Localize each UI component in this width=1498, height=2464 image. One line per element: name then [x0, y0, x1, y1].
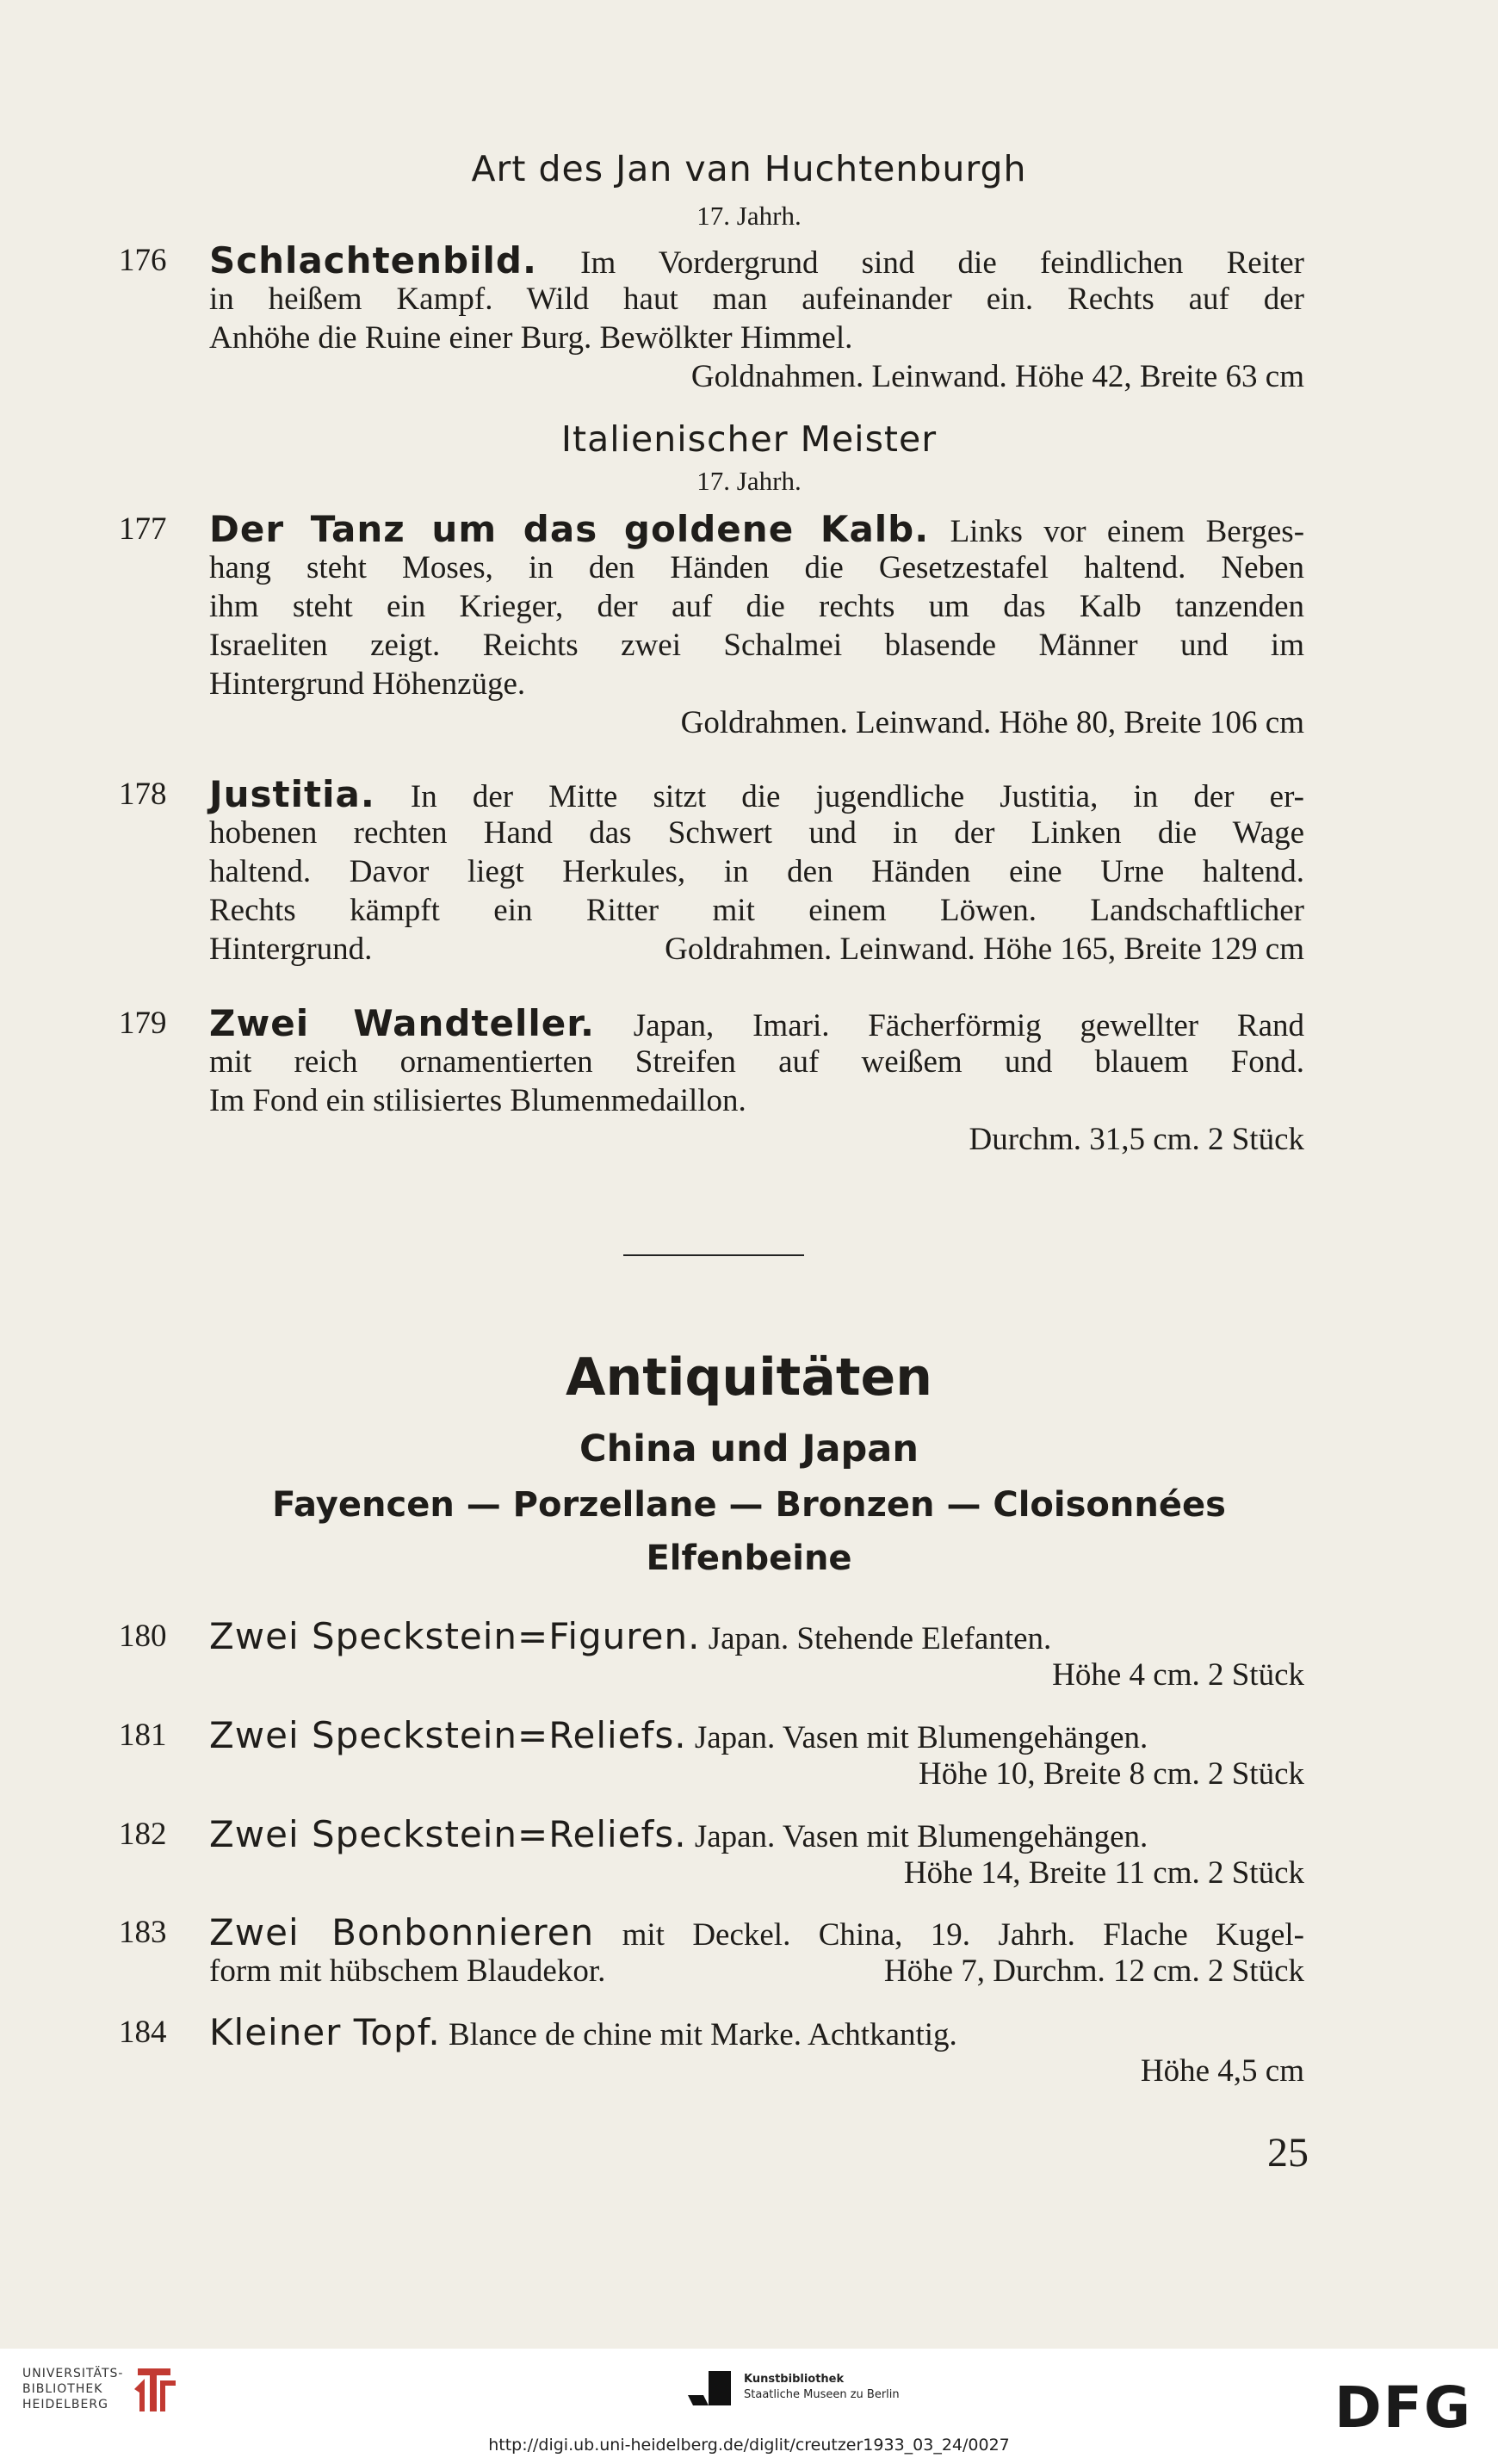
- lot-line: Hintergrund Höhenzüge.: [209, 666, 526, 702]
- lot-line: Der Tanz um das goldene Kalb. Links vor einem Berges-: [209, 508, 1305, 550]
- lot-line: Israeliten zeigt. Reichts zwei Schalmei blasende Männer und im: [209, 628, 1304, 663]
- section-divider: [623, 1254, 804, 1256]
- lot-title: Justitia.: [209, 773, 375, 815]
- lot-title: Zwei Wandteller.: [209, 1002, 595, 1044]
- lot-dimensions: Höhe 4,5 cm: [1140, 2053, 1304, 2089]
- lot-line: Rechts kämpft ein Ritter mit einem Löwen. Landschaftlicher: [209, 893, 1304, 928]
- lot-dimensions: Goldrahmen. Leinwand. Höhe 80, Breite 106 cm: [680, 705, 1304, 740]
- lot-number: 183: [119, 1915, 167, 1950]
- lot-line: Zwei Bonbonnieren mit Deckel. China, 19. Jahrh. Flache Kugel-: [209, 1911, 1304, 1953]
- lot-line: Zwei Speckstein=Reliefs. Japan. Vasen mit Blumengehängen.: [209, 1813, 1148, 1855]
- lot-dimensions: Höhe 4 cm. 2 Stück: [1052, 1657, 1304, 1693]
- lot-title: Zwei Speckstein=Figuren.: [209, 1615, 701, 1657]
- lot-number: 178: [119, 777, 167, 812]
- lot-title: Zwei Speckstein=Reliefs.: [209, 1813, 687, 1855]
- section-date: 17. Jahrh.: [696, 466, 802, 496]
- section-date: 17. Jahrh.: [696, 201, 802, 231]
- lot-title: Der Tanz um das goldene Kalb.: [209, 508, 930, 550]
- lot-dimensions: Höhe 14, Breite 11 cm. 2 Stück: [903, 1855, 1304, 1891]
- lot-line: hobenen rechten Hand das Schwert und in der Linken die Wage: [209, 815, 1304, 851]
- antiquities-categories-2: Elfenbeine: [646, 1538, 852, 1578]
- antiquities-title: Antiquitäten: [566, 1347, 932, 1408]
- lot-line: Im Fond ein stilisiertes Blumenmedaillon.: [209, 1083, 746, 1118]
- lot-line: Schlachtenbild. Im Vordergrund sind die feindlichen Reiter: [209, 239, 1304, 282]
- lot-line: hang steht Moses, in den Händen die Gesetzestafel haltend. Neben: [209, 550, 1304, 585]
- lot-dimensions: Goldrahmen. Leinwand. Höhe 165, Breite 129 cm: [665, 932, 1304, 967]
- university-library-logo-icon: [131, 2363, 181, 2421]
- antiquities-categories: Fayencen — Porzellane — Bronzen — Cloisonnées: [272, 1485, 1226, 1525]
- lot-number: 179: [119, 1006, 167, 1041]
- lot-line: in heißem Kampf. Wild haut man aufeinander ein. Rechts auf der: [209, 282, 1304, 317]
- lot-line: Zwei Speckstein=Reliefs. Japan. Vasen mit Blumengehängen.: [209, 1714, 1148, 1756]
- university-library-label: UNIVERSITÄTS- BIBLIOTHEK HEIDELBERG: [22, 2367, 124, 2411]
- page-number: 25: [1267, 2130, 1309, 2176]
- lot-title: Zwei Bonbonnieren: [209, 1911, 595, 1953]
- lot-line: Anhöhe die Ruine einer Burg. Bewölkter Himmel.: [209, 320, 853, 356]
- lot-line: haltend. Davor liegt Herkules, in den Händen eine Urne haltend.: [209, 854, 1304, 889]
- lot-dimensions: Goldnahmen. Leinwand. Höhe 42, Breite 63 cm: [690, 359, 1304, 394]
- lot-number: 184: [119, 2015, 167, 2050]
- lot-line: form mit hübschem Blaudekor.: [209, 1953, 606, 1989]
- lot-title: Schlachtenbild.: [209, 239, 537, 282]
- lot-number: 181: [119, 1718, 167, 1753]
- lot-line: Hintergrund.: [209, 932, 373, 967]
- lot-number: 176: [119, 243, 167, 278]
- lot-line: Zwei Wandteller. Japan, Imari. Fächerförmig gewellter Rand: [209, 1002, 1305, 1044]
- lot-number: 180: [119, 1619, 167, 1654]
- section-heading: Italienischer Meister: [560, 418, 938, 460]
- antiquities-subtitle: China und Japan: [579, 1427, 919, 1470]
- lot-dimensions: Höhe 7, Durchm. 12 cm. 2 Stück: [883, 1953, 1304, 1989]
- lot-dimensions: Höhe 10, Breite 8 cm. 2 Stück: [918, 1756, 1304, 1792]
- lot-line: Kleiner Topf. Blance de chine mit Marke. Achtkantig.: [209, 2011, 957, 2053]
- kunstbibliothek-logo-icon: [684, 2369, 736, 2415]
- lot-number: 177: [119, 511, 167, 547]
- lot-line: Zwei Speckstein=Figuren. Japan. Stehende Elefanten.: [209, 1615, 1052, 1657]
- lot-title: Kleiner Topf.: [209, 2011, 441, 2053]
- lot-line: mit reich ornamentierten Streifen auf weißem und blauem Fond.: [209, 1044, 1304, 1080]
- lot-line: ihm steht ein Krieger, der auf die rechts um das Kalb tanzenden: [209, 589, 1304, 624]
- kunstbibliothek-label: Kunstbibliothek Staatliche Museen zu Berlin: [744, 2373, 900, 2401]
- source-url[interactable]: http://digi.ub.uni-heidelberg.de/diglit/creutzer1933_03_24/0027: [488, 2436, 1010, 2455]
- lot-number: 182: [119, 1817, 167, 1852]
- lot-dimensions: Durchm. 31,5 cm. 2 Stück: [969, 1122, 1304, 1157]
- lot-line: Justitia. In der Mitte sitzt die jugendliche Justitia, in der er-: [209, 773, 1304, 815]
- lot-title: Zwei Speckstein=Reliefs.: [209, 1714, 687, 1756]
- section-heading: Art des Jan van Huchtenburgh: [471, 148, 1027, 189]
- dfg-logo: DFG: [1334, 2374, 1473, 2441]
